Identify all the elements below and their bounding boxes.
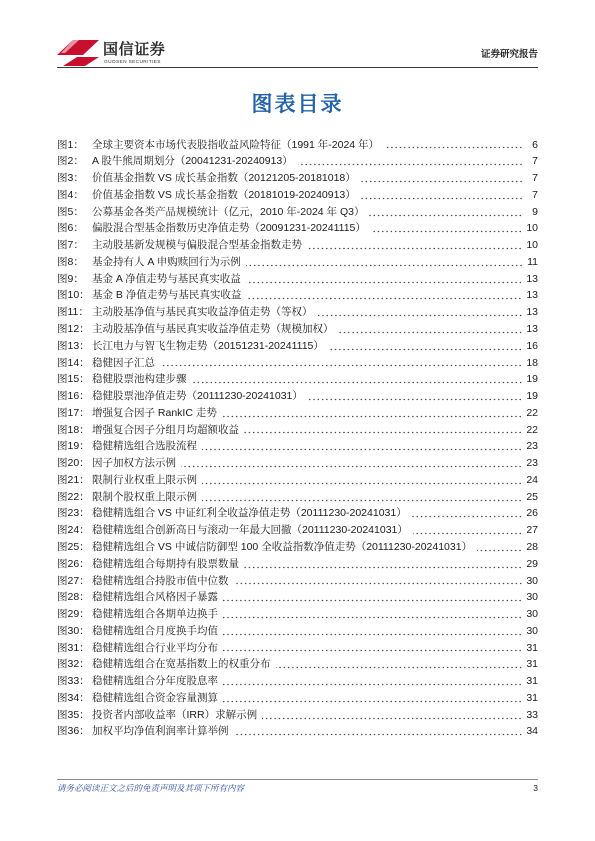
toc-entry-label: 图10： [57, 289, 90, 302]
toc-entry-title: 稳健精选组合选股流程 [92, 440, 197, 453]
toc-entry-label: 图23： [57, 507, 90, 520]
toc-entry-page: 11 [527, 255, 538, 268]
toc-entry[interactable] [57, 338, 538, 355]
toc-entry[interactable] [57, 556, 538, 573]
disclaimer-note: 请务必阅读正文之后的免责声明及其项下所有内容 [57, 783, 245, 793]
toc-entry-title: 价值基金指数 VS 成长基金指数（20121205-20181018） [92, 172, 356, 185]
toc-dot-leader [223, 616, 522, 619]
toc-entry-title: 基金 A 净值走势与基民真实收益 [92, 272, 241, 285]
toc-dot-leader [181, 465, 522, 468]
toc-dot-leader [329, 348, 522, 351]
toc-dot-leader [160, 364, 522, 367]
toc-entry-label: 图35： [57, 708, 90, 721]
report-type-label: 证券研究报告 [480, 49, 538, 60]
toc-entry-label: 图7： [57, 239, 84, 252]
toc-dot-leader [361, 197, 523, 200]
toc-entry-label: 图6： [57, 222, 84, 235]
toc-entry-page: 19 [526, 373, 538, 386]
toc-dot-leader [262, 717, 522, 720]
toc-entry[interactable] [57, 137, 538, 154]
toc-dot-leader [223, 633, 522, 636]
toc-entry[interactable] [57, 505, 538, 522]
toc-dot-leader [369, 214, 523, 217]
company-logo-name: 国信证券 [103, 41, 166, 58]
toc-dot-leader [223, 683, 522, 686]
toc-entry[interactable] [57, 573, 538, 590]
toc-entry-page: 26 [526, 507, 538, 520]
company-logo-subtitle: GUOSEN SECURITIES [104, 60, 161, 65]
toc-dot-leader [308, 398, 522, 401]
toc-entry-page: 30 [526, 624, 538, 637]
toc-entry-title: 公募基金各类产品规模统计（亿元，2010 年-2024 年 Q3） [92, 205, 365, 218]
toc-entry-title: 全球主要资本市场代表股指收益风险特征（1991 年-2024 年） [92, 138, 380, 151]
toc-entry-page: 7 [532, 155, 538, 168]
toc-entry-page: 25 [526, 490, 538, 503]
toc-entry-label: 图30： [57, 624, 90, 637]
toc-entry-title: 稳健精选组合各期单边换手 [92, 608, 218, 621]
toc-entry-page: 13 [526, 323, 538, 336]
toc-dot-leader [244, 566, 522, 569]
guosen-logo-icon [57, 39, 99, 66]
toc-entry-page: 28 [526, 540, 538, 553]
toc-entry-title: 稳健精选组合创新高日与滚动一年最大回撤（20111230-20241031） [92, 524, 408, 537]
toc-entry-label: 图3： [57, 172, 84, 185]
toc-entry-title: 主动股基净值与基民真实收益净值走势（规模加权） [92, 323, 334, 336]
toc-entry-page: 31 [526, 691, 538, 704]
toc-entry[interactable] [57, 187, 538, 204]
toc-dot-leader [234, 733, 523, 736]
toc-entry-title: 稳健精选组合分年度股息率 [92, 675, 218, 688]
toc-entry-title: 稳健精选组合风格因子暴露 [92, 591, 218, 604]
toc-entry-title: 稳健股票池构建步骤 [92, 373, 187, 386]
toc-entry[interactable] [57, 355, 538, 372]
toc-entry-title: 主动股基净值与基民真实收益净值走势（等权） [92, 306, 313, 319]
toc-dot-leader [223, 649, 522, 652]
toc-entry[interactable] [57, 271, 538, 288]
toc-dot-leader [246, 264, 523, 267]
toc-dot-leader [246, 281, 523, 284]
toc-entry-page: 30 [526, 591, 538, 604]
toc-entry-label: 图21： [57, 473, 90, 486]
toc-entry-label: 图5： [57, 205, 84, 218]
toc-dot-leader [202, 482, 522, 485]
toc-entry-title: 稳健精选组合行业平均分布 [92, 641, 218, 654]
footer-divider [57, 779, 538, 780]
toc-entry[interactable] [57, 656, 538, 673]
toc-entry-title: 增强复合因子 RankIC 走势 [92, 406, 217, 419]
toc-entry-page: 23 [526, 440, 538, 453]
toc-entry-label: 图11： [57, 306, 89, 319]
toc-entry-page: 31 [526, 675, 538, 688]
toc-entry[interactable] [57, 707, 538, 724]
toc-entry-label: 图20： [57, 457, 90, 470]
toc-entry-title: 稳健精选组合月度换手均值 [92, 624, 218, 637]
toc-entry-title: 稳健精选组合持股市值中位数 [92, 574, 229, 587]
toc-entry[interactable] [57, 237, 538, 254]
toc-dot-leader [223, 700, 522, 703]
toc-entry-title: A 股牛熊周期划分（20041231-20240913） [92, 155, 293, 168]
header-divider [57, 67, 538, 68]
toc-dot-leader [371, 230, 522, 233]
toc-entry-label: 图13： [57, 339, 90, 352]
toc-entry[interactable] [57, 623, 538, 640]
toc-entry-label: 图15： [57, 373, 90, 386]
toc-entry-page: 34 [526, 725, 538, 738]
toc-entry-label: 图19： [57, 440, 90, 453]
toc-entry-label: 图26： [57, 557, 90, 570]
toc-entry-page: 30 [526, 608, 538, 621]
toc-dot-leader [477, 549, 522, 552]
toc-entry[interactable] [57, 438, 538, 455]
toc-entry-title: 加权平均净值利润率计算举例 [92, 725, 229, 738]
logo-shape-lower [63, 57, 99, 66]
toc-entry-title: 稳健精选组合在宽基指数上的权重分布 [92, 658, 271, 671]
toc-entry-label: 图12： [57, 323, 90, 336]
toc-entry[interactable] [57, 153, 538, 170]
toc-entry-label: 图2： [57, 155, 84, 168]
toc-entry[interactable] [57, 405, 538, 422]
toc-dot-leader [412, 515, 523, 518]
toc-entry-label: 图25： [57, 540, 90, 553]
toc-dot-leader [223, 599, 522, 602]
toc-entry[interactable] [57, 287, 538, 304]
toc-entry-page: 31 [526, 658, 538, 671]
toc-dot-leader [202, 499, 522, 502]
toc-dot-leader [246, 297, 522, 300]
toc-entry-page: 10 [526, 222, 538, 235]
toc-entry-page: 29 [526, 557, 538, 570]
toc-entry-title: 稳健精选组合资金容量测算 [92, 691, 218, 704]
toc-entry-title: 基金持有人 A 申购赎回行为示例 [92, 255, 241, 268]
toc-dot-leader [192, 381, 523, 384]
toc-entry-page: 23 [526, 457, 538, 470]
toc-dot-leader [244, 431, 522, 434]
toc-entry-title: 稳健精选组合每期持有股票数量 [92, 557, 239, 570]
toc-dot-leader [384, 146, 523, 149]
toc-entry[interactable] [57, 455, 538, 472]
toc-dot-leader [413, 532, 522, 535]
toc-dot-leader [202, 448, 522, 451]
toc-entry-label: 图29： [57, 608, 90, 621]
toc-entry[interactable] [57, 371, 538, 388]
toc-entry-label: 图14： [57, 356, 90, 369]
toc-dot-leader [307, 247, 522, 250]
toc-entry-page: 22 [526, 406, 538, 419]
toc-entry-title: 基金 B 净值走势与基民真实收益 [92, 289, 242, 302]
toc-entry-title: 限制行业权重上限示例 [92, 473, 197, 486]
toc-entry-label: 图36： [57, 725, 90, 738]
toc-entry-title: 主动股基新发规模与偏股混合型基金指数走势 [92, 239, 302, 252]
toc-entry-label: 图28： [57, 591, 90, 604]
toc-entry-label: 图8： [57, 255, 84, 268]
toc-entry[interactable] [57, 304, 538, 321]
toc-entry-label: 图32： [57, 658, 90, 671]
toc-entry-page: 10 [526, 239, 538, 252]
toc-entry-label: 图34： [57, 691, 90, 704]
toc-entry-page: 6 [532, 138, 538, 151]
toc-entry-title: 限制个股权重上限示例 [92, 490, 197, 503]
toc-entry-title: 稳健精选组合 VS 中诚信防御型 100 全收益指数净值走势（20111230-20241031） [92, 540, 473, 553]
toc-entry-title: 稳健精选组合 VS 中证红利全收益净值走势（20111230-20241031） [92, 507, 407, 520]
toc-entry-page: 13 [526, 272, 538, 285]
toc-entry-label: 图17： [57, 406, 90, 419]
toc-entry-page: 7 [532, 188, 538, 201]
page-number: 3 [533, 783, 538, 793]
toc-entry[interactable] [57, 422, 538, 439]
toc-dot-leader [222, 415, 522, 418]
toc-entry[interactable] [57, 589, 538, 606]
toc-entry-label: 图24： [57, 524, 90, 537]
toc-entry-page: 7 [532, 172, 538, 185]
page-title: 图表目录 [251, 93, 344, 116]
toc-entry[interactable] [57, 690, 538, 707]
toc-entry[interactable] [57, 204, 538, 221]
toc-entry[interactable] [57, 673, 538, 690]
toc-entry-page: 31 [526, 641, 538, 654]
toc-entry-page: 16 [526, 339, 538, 352]
toc-entry-title: 增强复合因子分组月均超额收益 [92, 423, 239, 436]
toc-entry-label: 图1： [57, 138, 84, 151]
toc-entry-label: 图18： [57, 423, 90, 436]
toc-entry-title: 稳健因子汇总 [92, 356, 155, 369]
toc-entry-page: 33 [526, 708, 538, 721]
toc-entry[interactable] [57, 388, 538, 405]
toc-dot-leader [339, 331, 523, 334]
toc-entry-label: 图31： [57, 641, 90, 654]
toc-entry[interactable] [57, 522, 538, 539]
toc-entry[interactable] [57, 254, 538, 271]
toc-entry-page: 22 [526, 423, 538, 436]
toc-entry-title: 偏股混合型基金指数历史净值走势（20091231-20241115） [92, 222, 366, 235]
toc-entry-title: 投资者内部收益率（IRR）求解示例 [92, 708, 258, 721]
toc-entry-label: 图27： [57, 574, 90, 587]
toc-entry-page: 19 [526, 390, 538, 403]
toc-entry-page: 13 [526, 306, 538, 319]
toc-entry-page: 27 [526, 524, 538, 537]
toc-entry-title: 长江电力与智飞生物走势（20151231-20241115） [92, 339, 324, 352]
toc-entry[interactable] [57, 321, 538, 338]
toc-entry[interactable] [57, 170, 538, 187]
toc-entry-label: 图9： [57, 272, 84, 285]
toc-dot-leader [234, 582, 523, 585]
toc-entry[interactable] [57, 723, 538, 740]
toc-entry[interactable] [57, 220, 538, 237]
toc-entry-label: 图33： [57, 675, 90, 688]
toc-entry-page: 18 [526, 356, 538, 369]
toc-dot-leader [318, 314, 523, 317]
toc-entry[interactable] [57, 539, 538, 556]
toc-entry-page: 13 [526, 289, 538, 302]
toc-entry[interactable] [57, 640, 538, 657]
toc-entry-title: 价值基金指数 VS 成长基金指数（20181019-20240913） [92, 188, 356, 201]
toc-entry[interactable] [57, 606, 538, 623]
toc-entry[interactable] [57, 472, 538, 489]
toc-entry-label: 图22： [57, 490, 90, 503]
toc-entry-label: 图4： [57, 188, 84, 201]
toc-entry-page: 30 [526, 574, 538, 587]
toc-entry[interactable] [57, 489, 538, 506]
toc-entry-label: 图16： [57, 390, 90, 403]
toc-entry-page: 24 [526, 473, 538, 486]
toc-entry-title: 因子加权方法示例 [92, 457, 176, 470]
toc-dot-leader [276, 666, 523, 669]
figure-list [57, 137, 538, 741]
toc-entry-page: 9 [532, 205, 538, 218]
toc-entry-title: 稳健股票池净值走势（20111230-20241031） [92, 390, 303, 403]
toc-dot-leader [361, 180, 523, 183]
toc-dot-leader [298, 163, 523, 166]
